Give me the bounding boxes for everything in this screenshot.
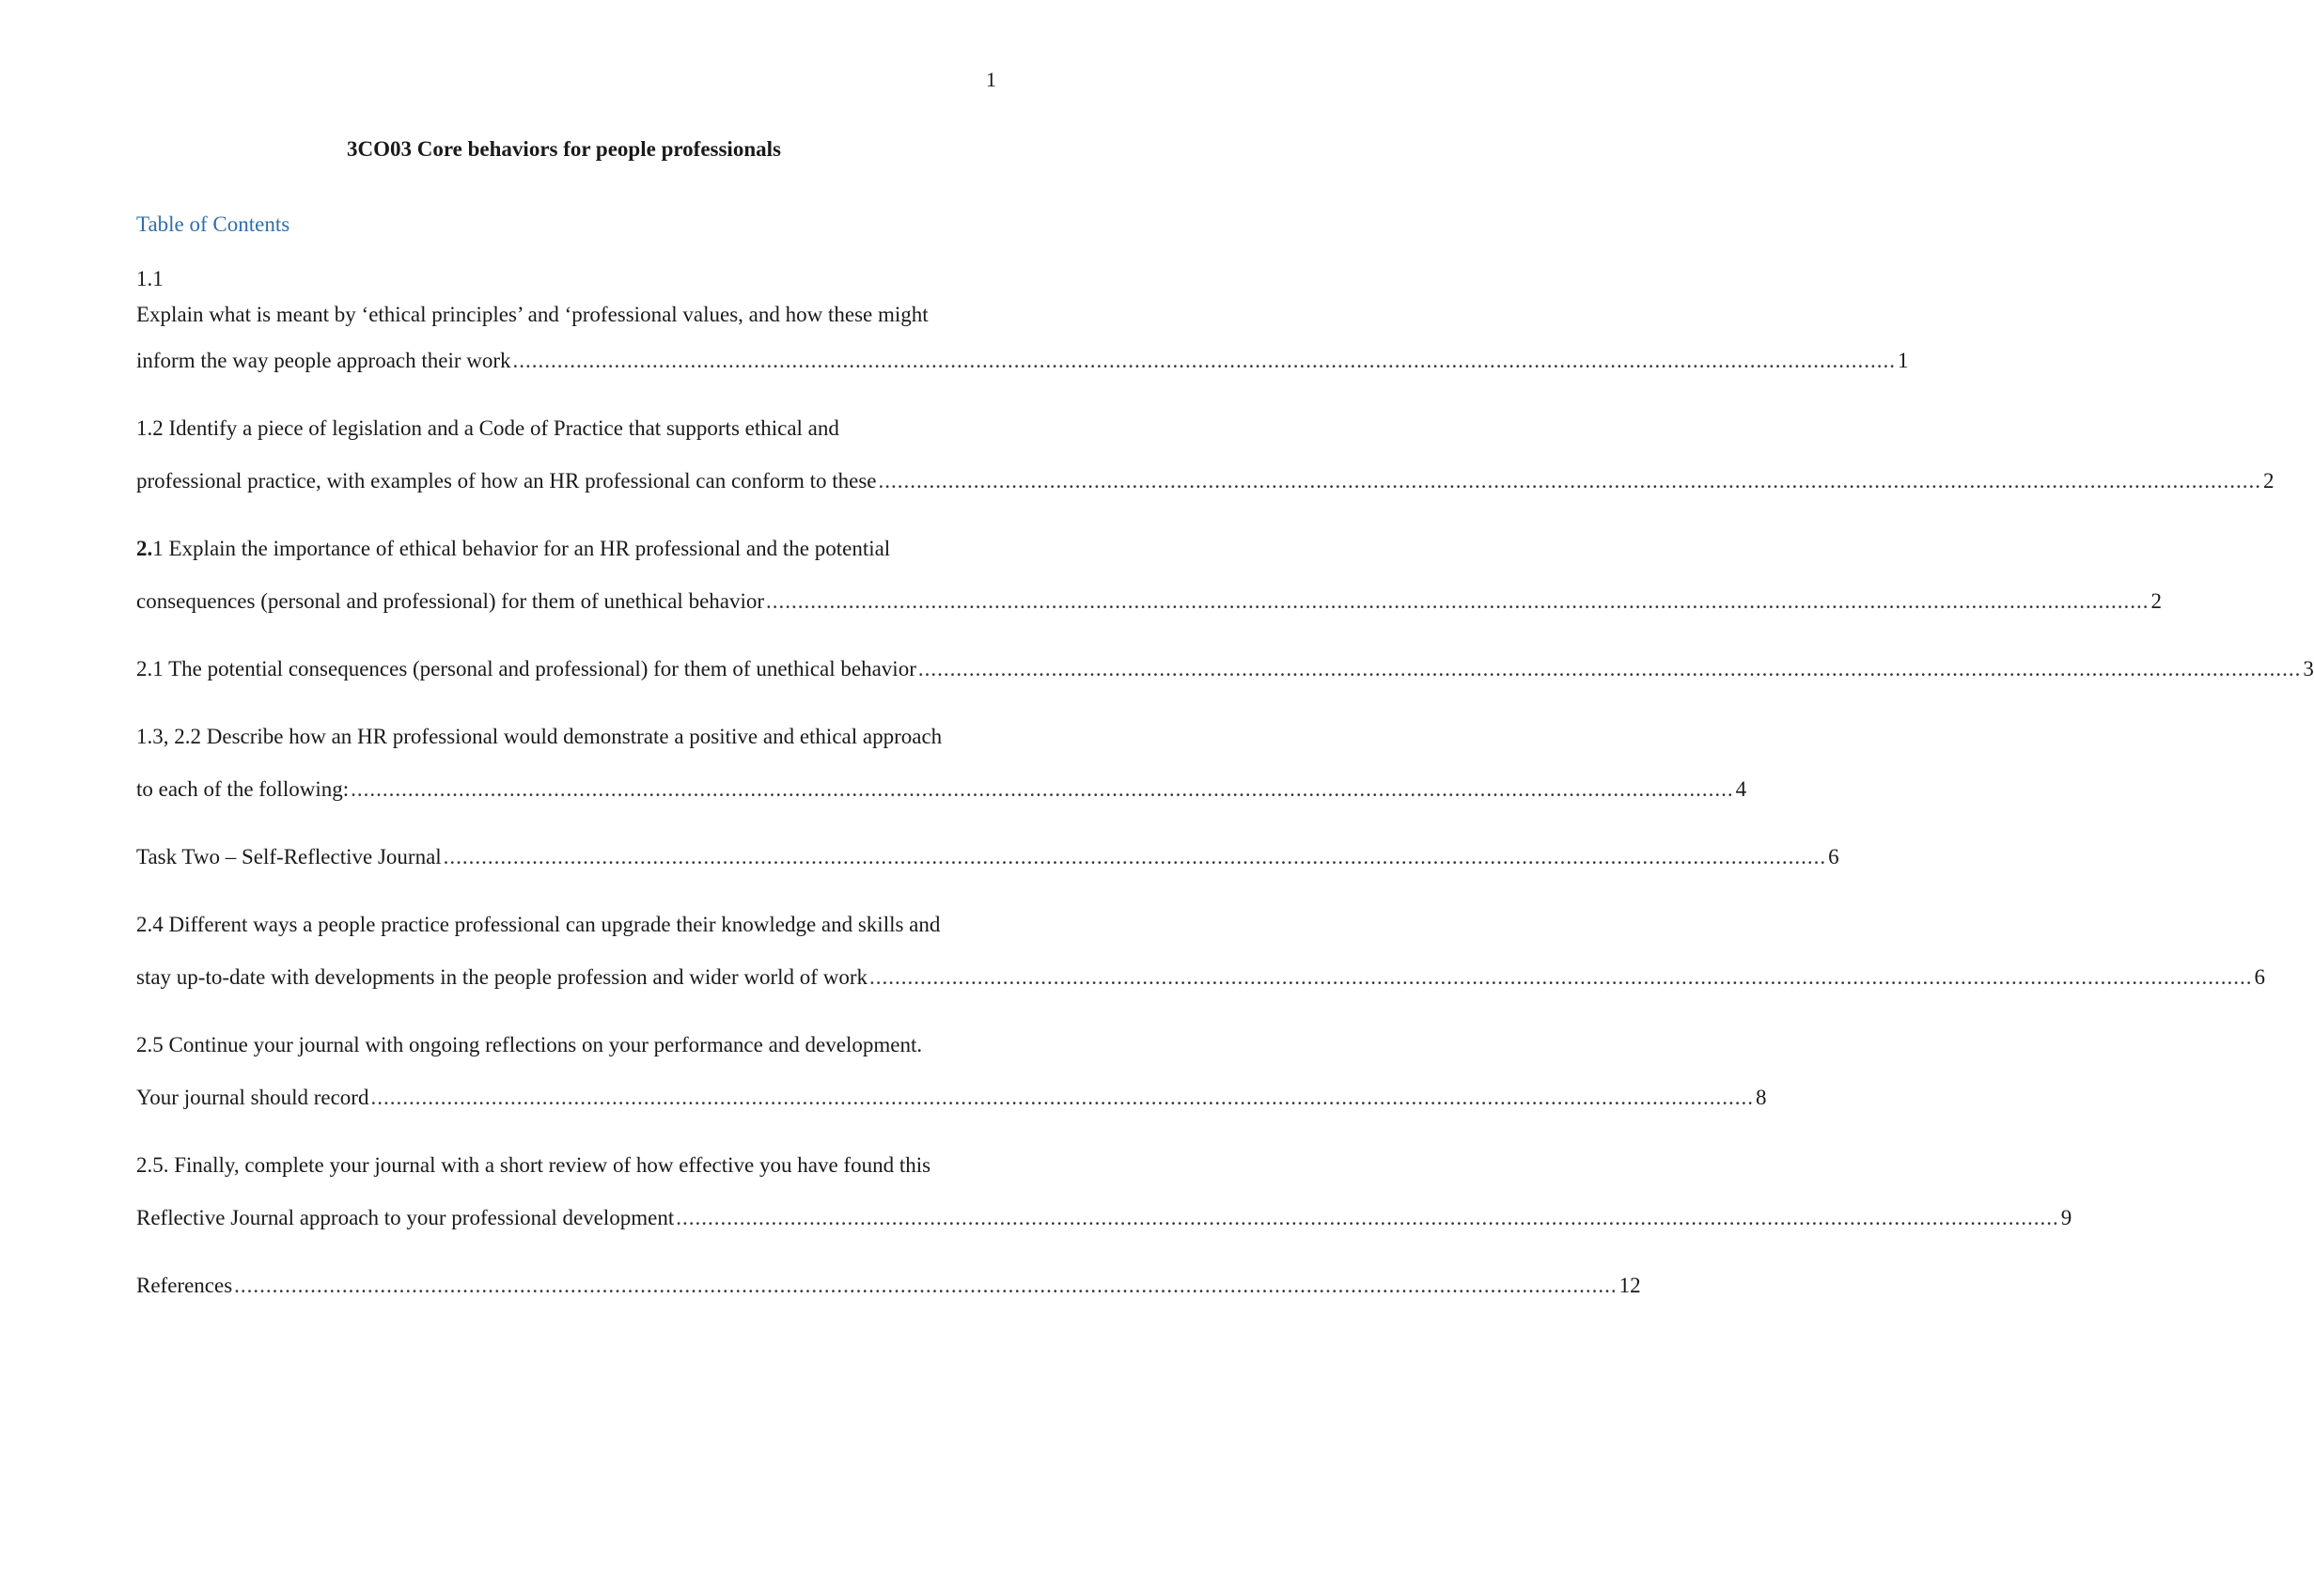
toc-entry-text: 2.5. Finally, complete your journal with a short review of how effective you have found this [136,1153,931,1177]
toc-page-number: 9 [2060,1206,2072,1229]
toc-entry[interactable] [136,402,2275,508]
toc-entry[interactable] [136,831,1839,884]
dot-leader: .......................................................................................................................................................................................................................... [917,657,2302,681]
toc-entry[interactable] [136,643,2314,696]
dot-leader: .......................................................................................................................................................................................................................... [443,845,1827,868]
toc-entry-line [136,643,2314,696]
toc-entry-text: Explain what is meant by ‘ethical principles’ and ‘professional values, and how these might [136,303,929,326]
toc-entry-text: 2.1 The potential consequences (personal and professional) for them of unethical behavior [136,657,916,681]
toc-entry-text: References [136,1274,233,1297]
dot-leader: .......................................................................................................................................................................................................................... [234,1274,1618,1297]
toc-page-number: 4 [1735,777,1747,801]
toc-entry-line [136,951,2265,1004]
toc-heading[interactable]: Table of Contents [136,212,290,236]
toc-page-number: 2 [2150,589,2163,613]
toc-entry-line [136,335,1909,387]
toc-entry-text: Your journal should record [136,1086,369,1109]
toc-entry[interactable] [136,1019,1767,1124]
toc-entry-text: 1.2 Identify a piece of legislation and a Code of Practice that supports ethical and [136,416,839,440]
toc-entry[interactable] [136,265,1909,387]
toc-page-number: 3 [2303,657,2314,681]
toc-entry-text: 1 Explain the importance of ethical behavior for an HR professional and the potential [152,537,891,560]
dot-leader: .......................................................................................................................................................................................................................... [370,1086,1754,1109]
document-title: 3CO03 Core behaviors for people professionals [347,137,781,161]
toc-entry-line [136,575,2163,628]
toc-entry-line [136,763,1747,816]
toc-entry-text: 2.5 Continue your journal with ongoing reflections on your performance and development. [136,1033,923,1056]
toc-entry-text: Reflective Journal approach to your professional development [136,1206,675,1229]
toc-entry-text: consequences (personal and professional) for them of unethical behavior [136,589,765,613]
dot-leader: .......................................................................................................................................................................................................................... [512,349,1897,372]
toc-entry[interactable] [136,711,1747,816]
dot-leader: .......................................................................................................................................................................................................................... [351,777,1734,801]
dot-leader: .......................................................................................................................................................................................................................... [676,1206,2059,1229]
toc-entry-text: 1.3, 2.2 Describe how an HR professional would demonstrate a positive and ethical approach [136,725,943,748]
toc-page-number: 12 [1618,1274,1641,1297]
page-number: 1 [986,68,996,91]
toc-entry-text: inform the way people approach their work [136,349,511,372]
toc-entry-text: stay up-to-date with developments in the people profession and wider world of work [136,965,868,989]
toc-entry-text: Task Two – Self-Reflective Journal [136,845,442,868]
toc-entry-line [136,1192,2072,1244]
toc-entry-line [136,831,1839,884]
toc-entry-bold-prefix: 2. [136,537,153,560]
toc-page-number: 2 [2263,469,2275,493]
table-of-contents [136,265,2314,1327]
toc-entry[interactable] [136,1139,2072,1244]
toc-page-number: 8 [1755,1086,1767,1109]
dot-leader: .......................................................................................................................................................................................................................... [766,589,2150,613]
dot-leader: .......................................................................................................................................................................................................................... [868,965,2253,989]
dot-leader: .......................................................................................................................................................................................................................... [878,469,2262,493]
toc-entry-first-line [136,523,996,575]
toc-entry[interactable] [136,523,2163,628]
toc-entry-text: to each of the following: [136,777,350,801]
toc-page-number: 6 [1828,845,1839,868]
toc-entry-number: 1.1 [136,267,164,290]
toc-entry-line [136,1072,1767,1124]
toc-entry-line [136,1260,1641,1312]
toc-entry-text: professional practice, with examples of how an HR professional can conform to these [136,469,877,493]
toc-entry[interactable] [136,1260,1641,1312]
toc-entry-line [136,455,2275,508]
toc-page-number: 1 [1898,349,1909,372]
toc-entry[interactable] [136,899,2265,1004]
toc-page-number: 6 [2254,965,2265,989]
toc-entry-text: 2.4 Different ways a people practice professional can upgrade their knowledge and skills and [136,913,941,936]
